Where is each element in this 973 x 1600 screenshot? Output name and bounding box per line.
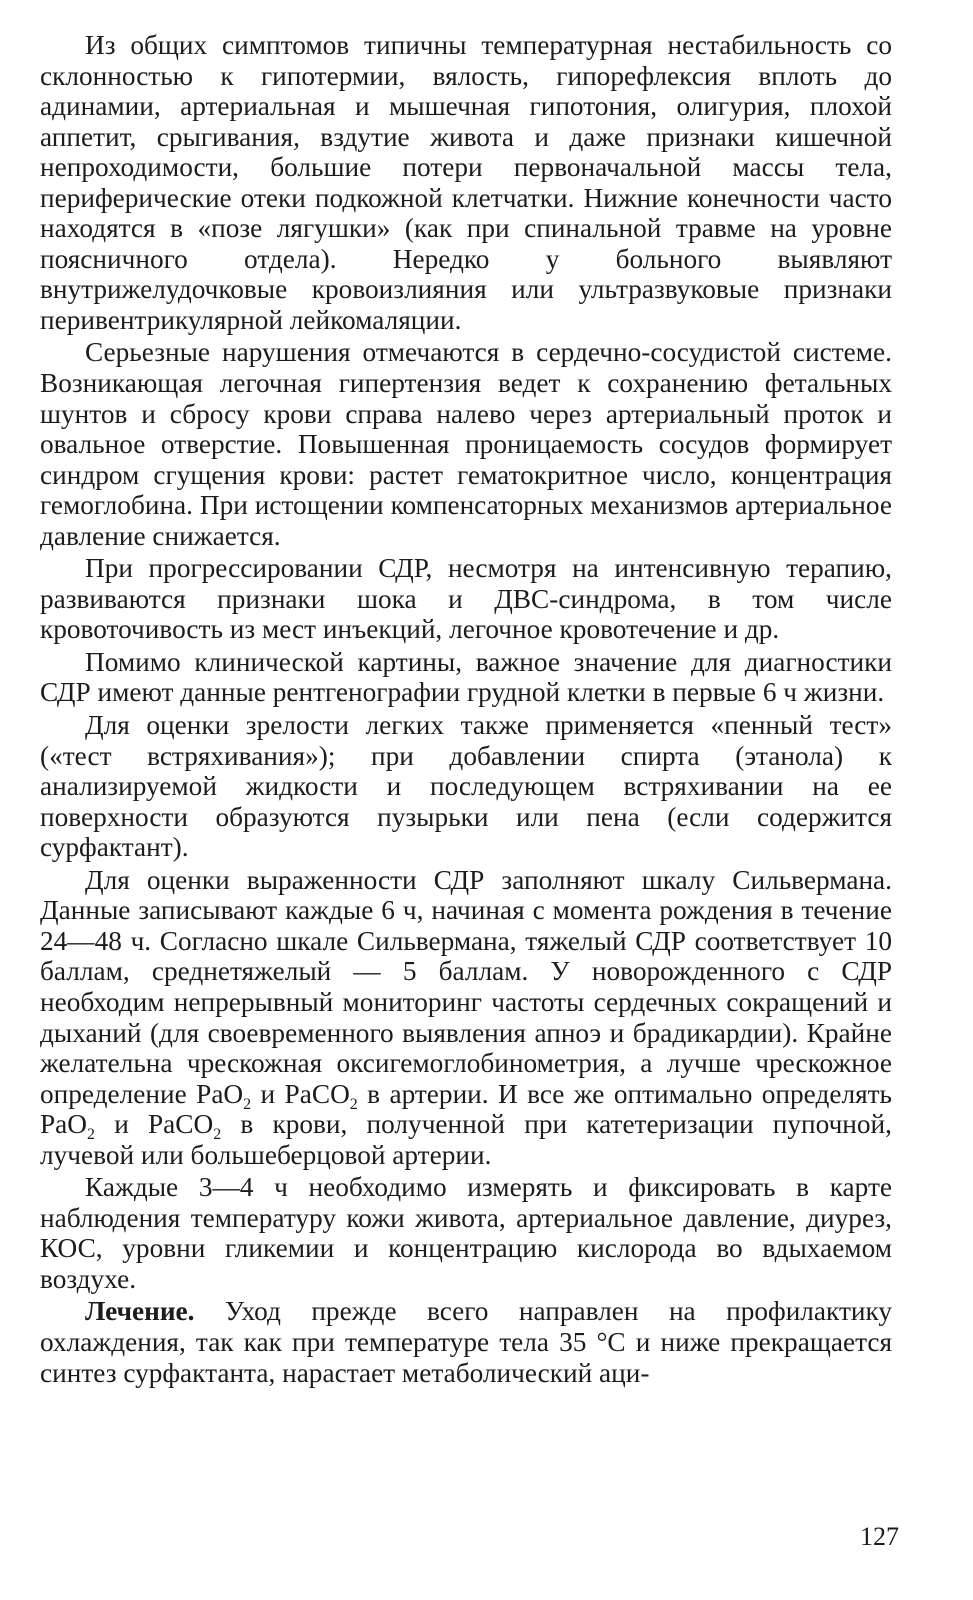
page-number: 127 — [860, 1522, 899, 1551]
paragraph-silverman-scale — [40, 865, 892, 1170]
silverman-text-3: в артерии. И все же оптимально определять PaO — [40, 1078, 892, 1140]
silverman-text-2: и PaCO — [251, 1078, 350, 1109]
subscript-2: 2 — [213, 1126, 222, 1144]
paragraph-treatment — [40, 1296, 892, 1388]
treatment-text: Уход прежде всего направлен на профилактику охлаждения, так как при температуре тела 35 °C и ниже прекращается синтез сурфактанта, нарастает метаболический аци- — [40, 1296, 892, 1388]
paragraph-diagnostics: Помимо клинической картины, важное значение для диагностики СДР имеют данные рентгенографии грудной клетки в первые 6 ч жизни. — [40, 646, 892, 708]
paragraph-foam-test: Для оценки зрелости легких также применяется «пенный тест» («тест встряхивания»); при добавлении спирта (этанола) к анализируемой жидкости и последующем встряхивании на ее поверхности образуются пузырьки или пена (если содержится сурфактант). — [40, 710, 892, 863]
paragraph-progression: При прогрессировании СДР, несмотря на интенсивную терапию, развиваются признаки шока и ДВС-синдрома, в том числе кровоточивость из мест инъекций, легочное кровотечение и др. — [40, 553, 892, 645]
silverman-text-5: в крови, полученной при катетеризации пупочной, лучевой или большеберцовой артерии. — [40, 1109, 892, 1170]
paragraph-cardiovascular: Серьезные нарушения отмечаются в сердечно-сосудистой системе. Возникающая легочная гипертензия ведет к сохранению фетальных шунтов и сбросу крови справа налево через артериальный проток и овальное отверстие. Повышенная проницаемость сосудов формирует синдром сгущения крови: растет гематокритное число, концентрация гемоглобина. При истощении компенсаторных механизмов артериальное давление снижается. — [40, 337, 892, 551]
subscript-2: 2 — [349, 1095, 358, 1113]
subscript-2: 2 — [87, 1126, 96, 1144]
paragraph-general-symptoms: Из общих симптомов типичны температурная нестабильность со склонностью к гипотермии, вялость, гипорефлексия вплоть до адинамии, артериальная и мышечная гипотония, олигурия, плохой аппетит, срыгивания, вздутие живота и даже признаки кишечной непроходимости, большие потери первоначальной массы тела, периферические отеки подкожной клетчатки. Нижние конечности часто находятся в «позе лягушки» (как при спинальной травме на уровне поясничного отдела). Нередко у больного выявляют внутрижелудочковые кровоизлияния или ультразвуковые признаки перивентрикулярной лейкомаляции. — [40, 30, 892, 335]
silverman-text-4: и PaCO — [95, 1109, 214, 1140]
treatment-heading: Лечение. — [85, 1296, 195, 1327]
silverman-text-1: Для оценки выраженности СДР заполняют шкалу Сильвермана. Данные записывают каждые 6 ч, начиная с момента рождения в течение 24—48 ч. Согласно шкале Сильвермана, тяжелый СДР соответствует 10 баллам, среднетяжелый — 5 баллам. У новорожденного с СДР необходим непрерывный мониторинг частоты сердечных сокращений и дыханий (для своевременного выявления апноэ и брадикардии). Крайне желательна чрескожная оксигемоглобинометрия, а лучше чрескожное определение PaO — [40, 864, 892, 1109]
paragraph-monitoring: Каждые 3—4 ч необходимо измерять и фиксировать в карте наблюдения температуру кожи живота, артериальное давление, диурез, КОС, уровни гликемии и концентрацию кислорода во вдыхаемом воздухе. — [40, 1172, 892, 1294]
page-body — [40, 30, 892, 1390]
subscript-2: 2 — [243, 1095, 252, 1113]
